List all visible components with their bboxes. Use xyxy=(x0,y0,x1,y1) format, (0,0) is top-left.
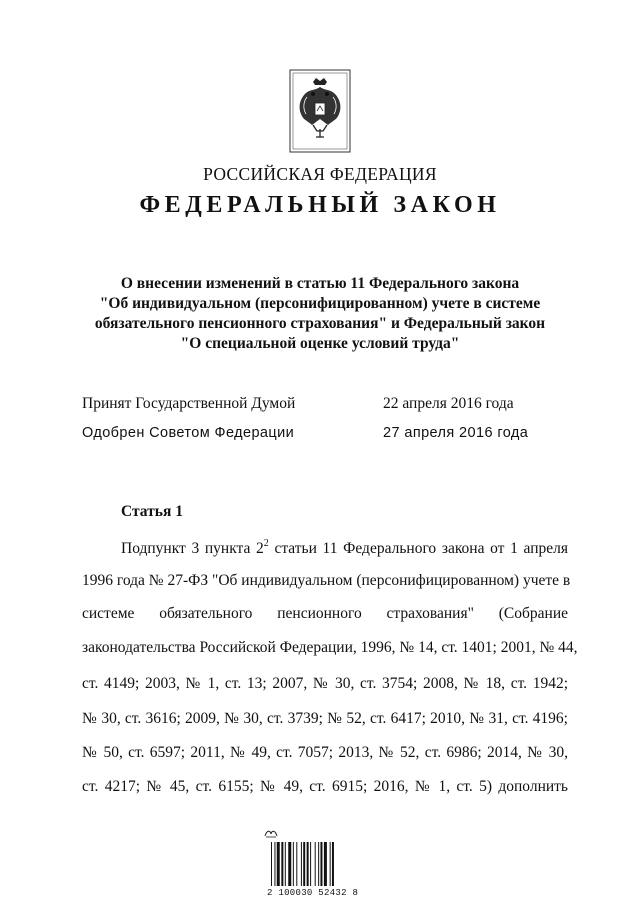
stamp-mark-icon xyxy=(264,828,278,840)
subtitle-line: обязательного пенсионного страхования" и Федеральный закон xyxy=(94,315,546,332)
article-text-line: № 50, ст. 6597; 2011, № 49, ст. 7057; 2013, № 52, ст. 6986; 2014, № 30, xyxy=(82,744,568,761)
coat-of-arms-icon xyxy=(289,69,351,153)
article-text-line: законодательства Российской Федерации, 1996, № 14, ст. 1401; 2001, № 44, xyxy=(82,639,578,656)
article-text-line: системе обязательного пенсионного страхования" (Собрание xyxy=(82,605,568,622)
article-text-line: 1996 года № 27-ФЗ "Об индивидуальном (персонифицированном) учете в xyxy=(82,572,571,589)
federation-heading: РОССИЙСКАЯ ФЕДЕРАЦИЯ xyxy=(203,164,437,184)
barcode-number: 2 100030 52432 8 xyxy=(267,888,359,898)
subtitle-line: "Об индивидуальном (персонифицированном) учете в системе xyxy=(99,295,541,312)
article-text-line: Подпункт 3 пункта $2^2$ статьи 11 Федерального закона от 1 апреля xyxy=(121,538,568,557)
duma-adoption-label: Принят Государственной Думой xyxy=(82,395,296,412)
barcode-icon xyxy=(271,842,355,886)
law-title: ФЕДЕРАЛЬНЫЙ ЗАКОН xyxy=(139,192,501,218)
article-text-line: ст. 4149; 2003, № 1, ст. 13; 2007, № 30, ст. 3754; 2008, № 18, ст. 1942; xyxy=(82,675,568,692)
council-approval-label: Одобрен Советом Федерации xyxy=(82,425,295,441)
duma-adoption-date: 22 апреля 2016 года xyxy=(383,395,514,412)
article-text-line: ст. 4217; № 45, ст. 6155; № 49, ст. 6915; 2016, № 1, ст. 5) дополнить xyxy=(82,778,568,795)
article-text-line: № 30, ст. 3616; 2009, № 30, ст. 3739; № 52, ст. 6417; 2010, № 31, ст. 4196; xyxy=(82,710,568,727)
council-approval-date: 27 апреля 2016 года xyxy=(383,425,529,441)
article-heading: Статья 1 xyxy=(121,503,183,520)
superscript-index: 2 xyxy=(263,538,269,549)
subtitle-line: "О специальной оценке условий труда" xyxy=(180,335,460,352)
subtitle-line: О внесении изменений в статью 11 Федерального закона xyxy=(120,275,520,292)
